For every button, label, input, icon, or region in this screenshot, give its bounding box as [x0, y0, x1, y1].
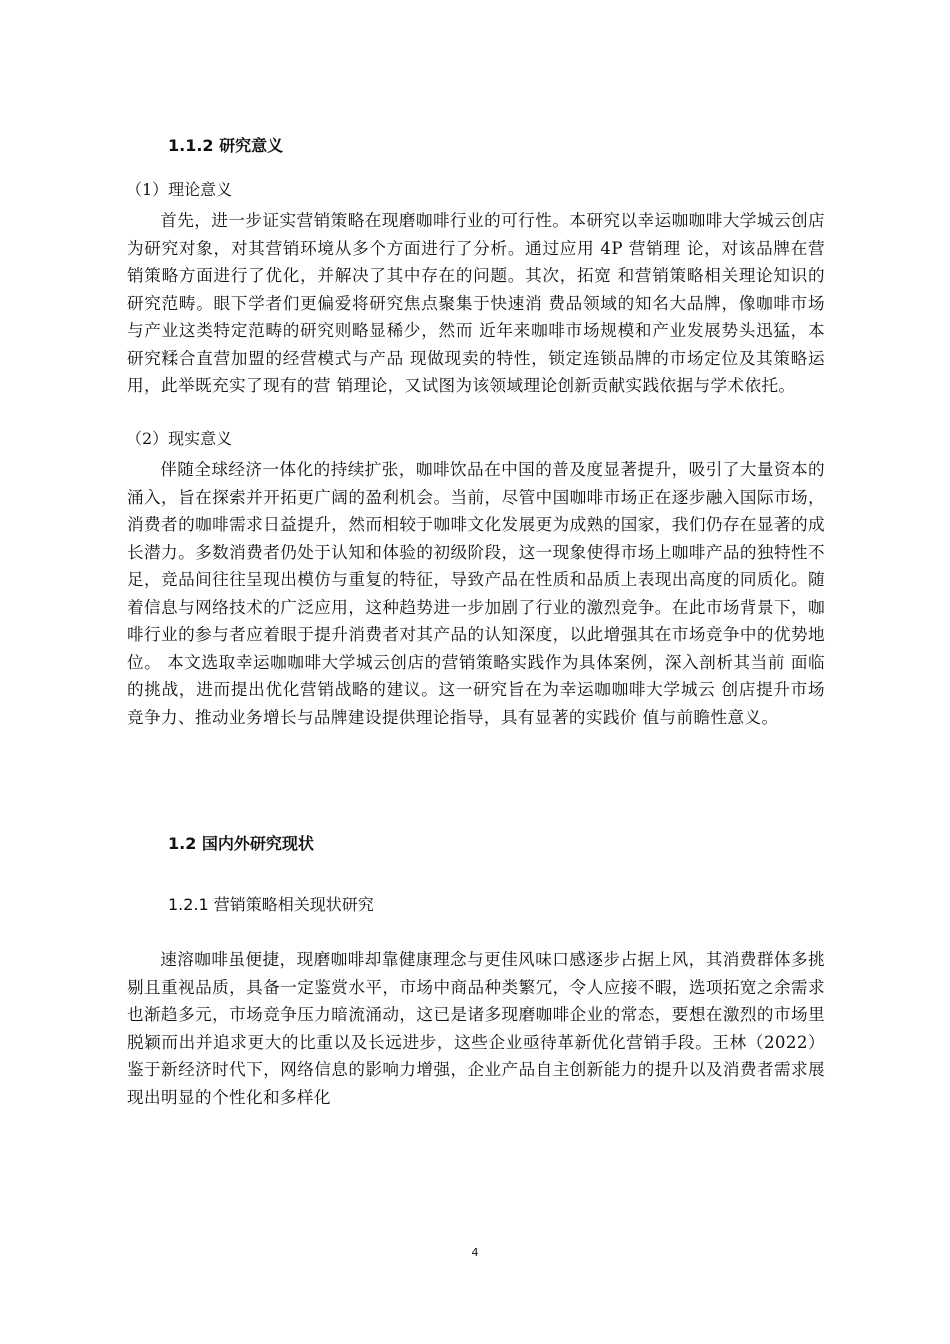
page-number: 4 — [471, 1246, 479, 1259]
paragraph-practical-significance: 伴随全球经济一体化的持续扩张，咖啡饮品在中国的普及度显著提升，吸引了大量资本的涌入，旨在探索并开拓更广阔的盈利机会。当前，尽管中国咖啡市场正在逐步融入国际市场，消费者的咖啡需求日益提升，然而相较于咖啡文化发展更为成熟的国家，我们仍存在显著的成长潜力。多数消费者仍处于认知和体验的初级阶段，这一现象使得市场上咖啡产品的独特性不足，竞品间往往呈现出模仿与重复的特征，导致产品在性质和品质上表现出高度的同质化。随着信息与网络技术的广泛应用，这种趋势进一步加剧了行业的激烈竞争。在此市场背景下，咖啡行业的参与者应着眼于提升消费者对其产品的认知深度，以此增强其在市场竞争中的优势地位。 本文选取幸运咖咖啡大学城云创店的营销策略实践作为具体案例，深入剖析其当前 面临的挑战，进而提出优化营销战略的建议。这一研究旨在为幸运咖咖啡大学城云 创店提升市场竞争力、推动业务增长与品牌建设提供理论指导，具有显著的实践价 值与前瞻性意义。 — [127, 460, 825, 727]
subheading-practical-significance: （2）现实意义 — [126, 429, 233, 448]
paragraph-theoretical-significance: 首先，进一步证实营销策略在现磨咖啡行业的可行性。本研究以幸运咖咖啡大学城云创店为研究对象，对其营销环境从多个方面进行了分析。通过应用 4P 营销理 论，对该品牌在营销策略方面进行了优化，并解决了其中存在的问题。其次，拓宽 和营销策略相关理论知识的研究范畴。眼下学者们更偏爱将研究焦点聚集于快速消 费品领域的知名大品牌，像咖啡市场与产业这类特定范畴的研究则略显稀少，然而 近年来咖啡市场规模和产业发展势头迅猛，本研究糅合直营加盟的经营模式与产品 现做现卖的特性，锁定连锁品牌的市场定位及其策略运用，此举既充实了现有的营 销理论，又试图为该领域理论创新贡献实践依据与学术依托。 — [127, 211, 825, 395]
paragraph-marketing-strategy-research: 速溶咖啡虽便捷，现磨咖啡却靠健康理念与更佳风味口感逐步占据上风，其消费群体多挑剔且重视品质，具备一定鉴赏水平，市场中商品种类繁冗，令人应接不暇，选项拓宽之余需求也渐趋多元，市场竞争压力暗流涌动，这已是诸多现磨咖啡企业的常态，要想在激烈的市场里脱颖而出并追求更大的比重以及长远进步，这些企业亟待革新优化营销手段。王林（2022）鉴于新经济时代下，网络信息的影响力增强，企业产品自主创新能力的提升以及消费者需求展现出明显的个性化和多样化 — [127, 950, 825, 1107]
subheading-theoretical-significance: （1）理论意义 — [126, 180, 233, 199]
section-heading-1-2: 1.2 国内外研究现状 — [168, 834, 314, 853]
section-heading-1-1-2: 1.1.2 研究意义 — [168, 136, 284, 155]
section-heading-1-2-1: 1.2.1 营销策略相关现状研究 — [168, 895, 374, 914]
